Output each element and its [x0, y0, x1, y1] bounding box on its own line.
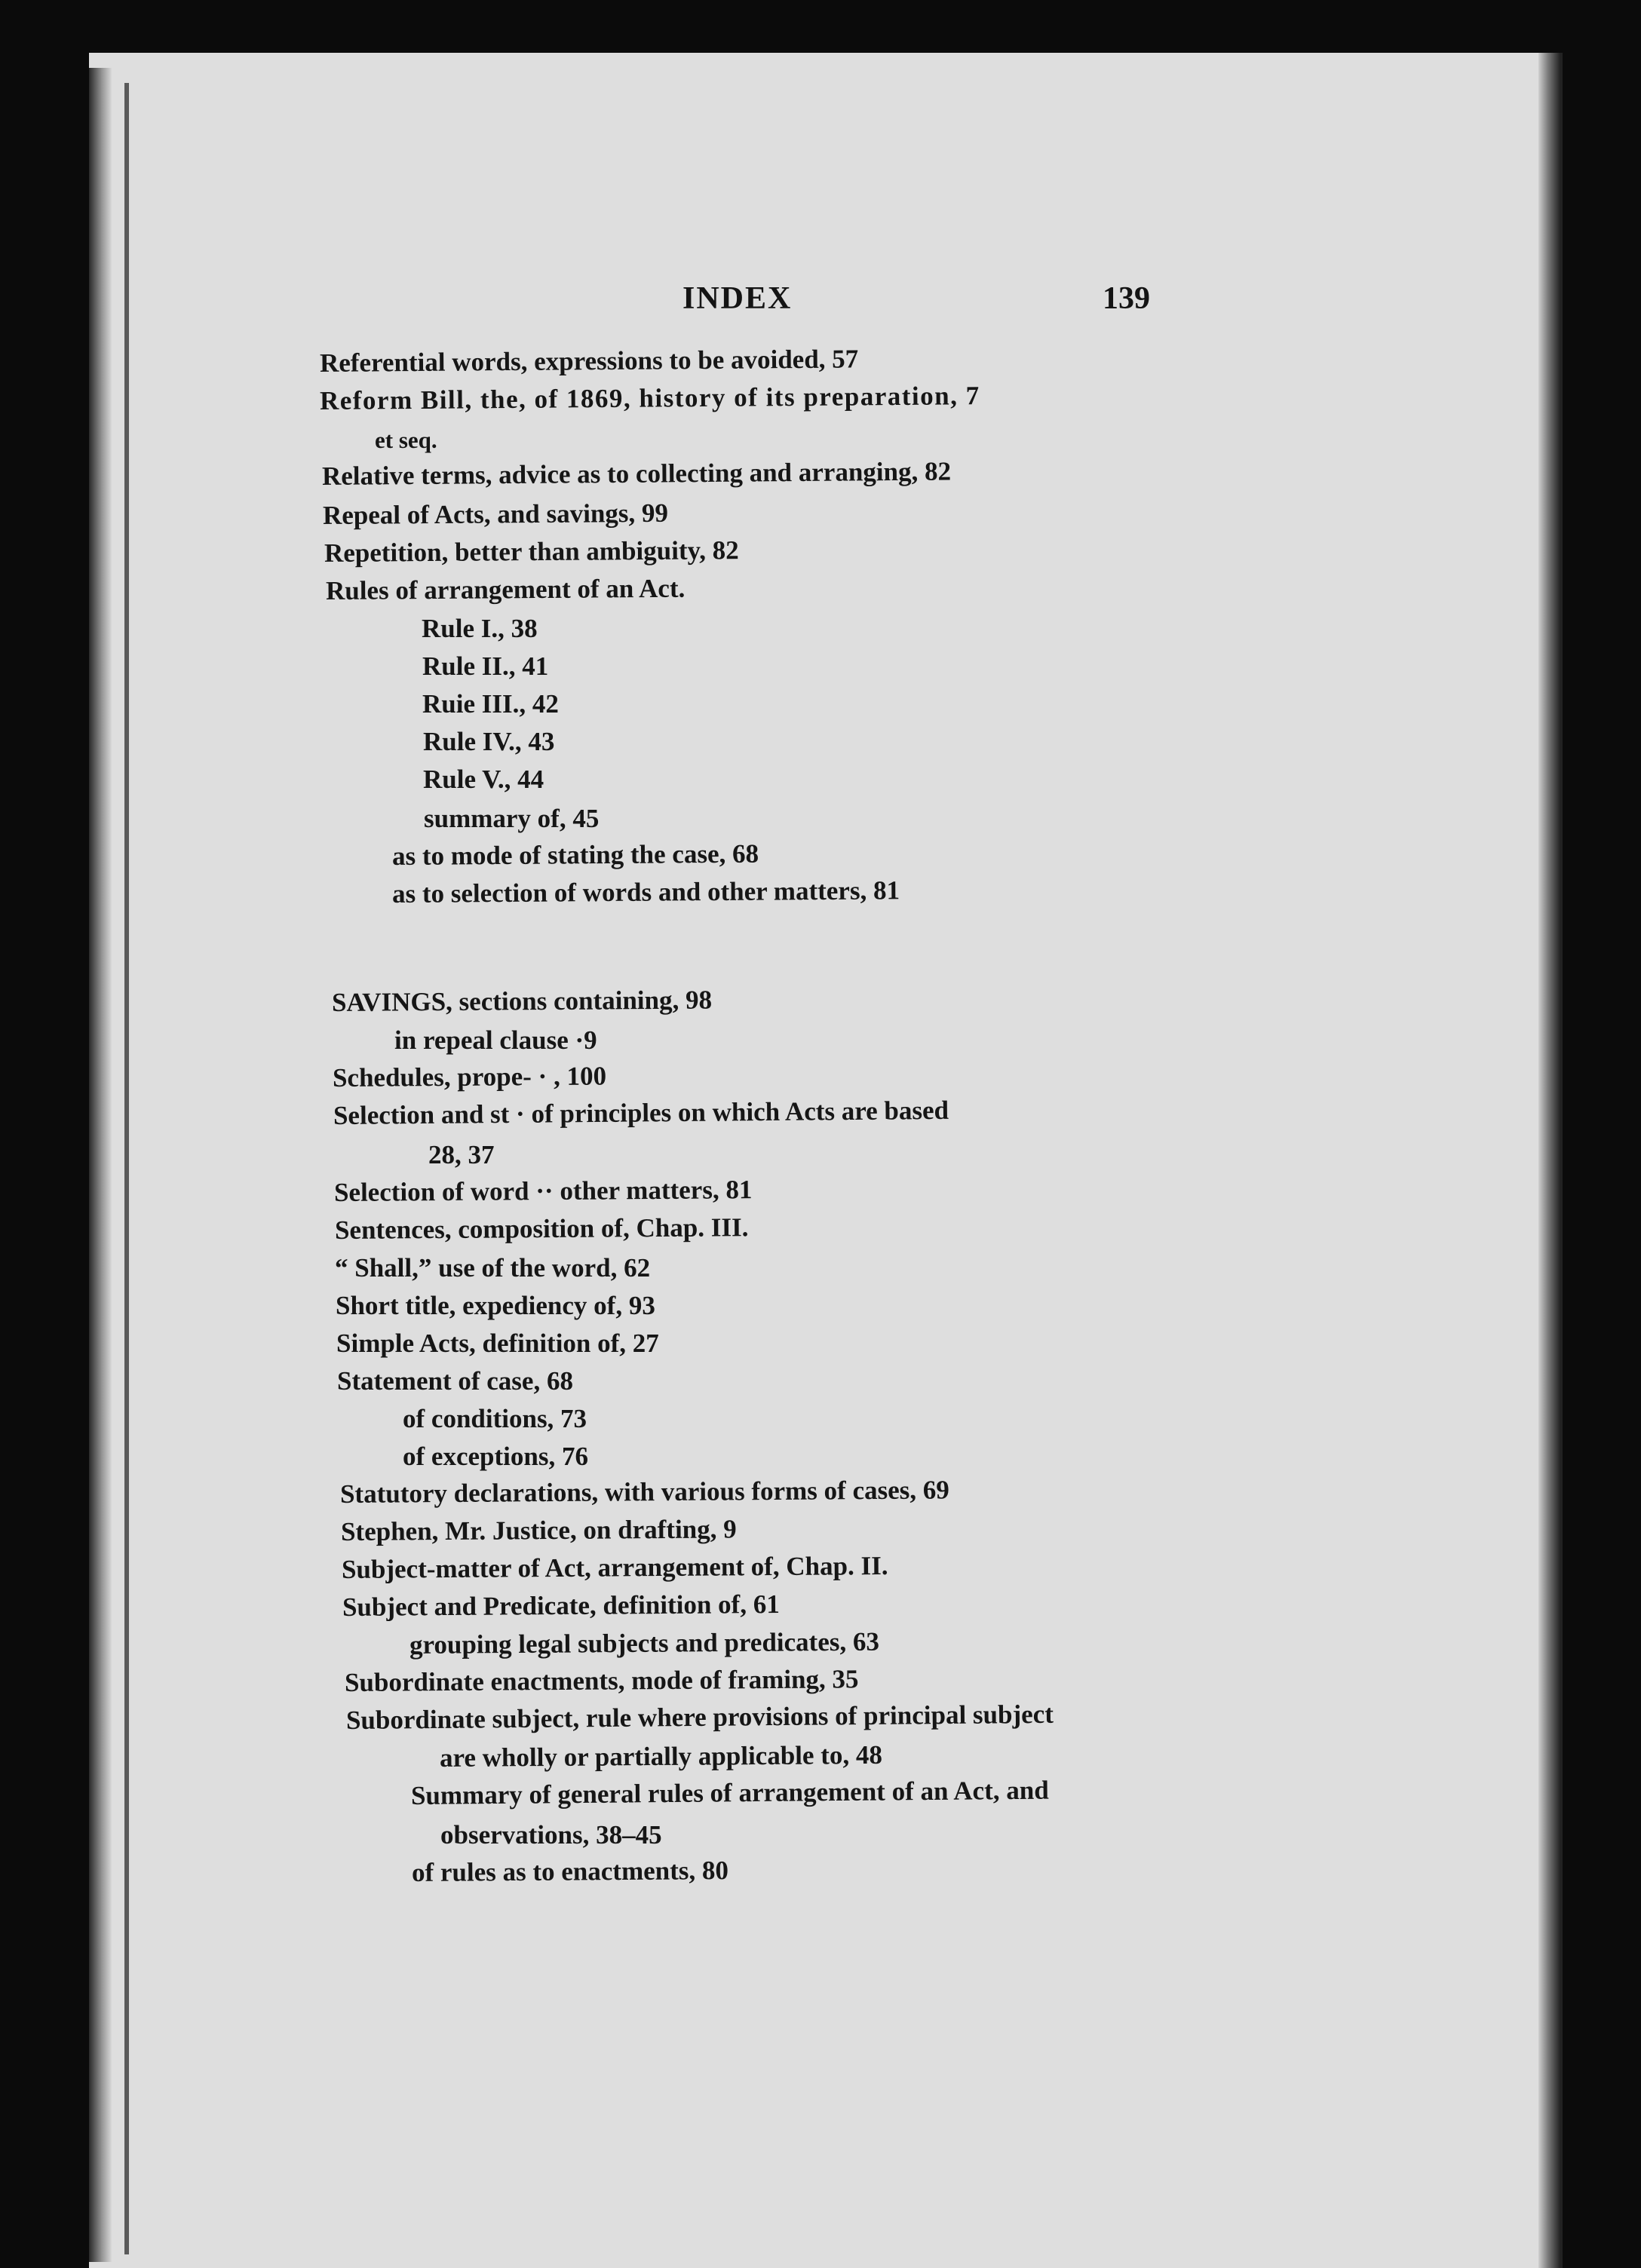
- running-header: [0, 280, 1641, 326]
- index-entry: summary of, 45: [424, 804, 600, 833]
- index-entry: are wholly or partially applicable to, 48: [439, 1739, 883, 1773]
- index-entry: Subordinate enactments, mode of framing, 35: [344, 1664, 859, 1697]
- index-entry: of exceptions, 76: [403, 1442, 588, 1471]
- index-entry: Repeal of Acts, and savings, 99: [322, 498, 669, 530]
- index-entry: Short title, expediency of, 93: [336, 1291, 655, 1320]
- page-edge-right: [1538, 53, 1563, 2268]
- index-entry: “ Shall,” use of the word, 62: [335, 1253, 651, 1283]
- index-entry: Rule V., 44: [423, 765, 544, 794]
- index-entry: Ruie III., 42: [422, 689, 559, 719]
- index-entry: Schedules, prope- · , 100: [332, 1061, 607, 1093]
- index-entry: Statutory declarations, with various forms of cases, 69: [339, 1475, 949, 1509]
- page-title: INDEX: [682, 281, 793, 316]
- index-entry: Referential words, expressions to be avoided, 57: [319, 344, 859, 378]
- page-number: 139: [1103, 281, 1150, 316]
- index-entry: et seq.: [375, 427, 437, 453]
- index-entry: Subordinate subject, rule where provisions of principal subject: [345, 1699, 1054, 1735]
- index-entry: as to mode of stating the case, 68: [391, 838, 759, 871]
- index-entry: 28, 37: [428, 1140, 495, 1169]
- page-binding-line: [124, 83, 129, 2254]
- index-entry-savings: SAVINGS, sections containing, 98: [331, 985, 713, 1017]
- index-entry: Rules of arrangement of an Act.: [325, 573, 686, 605]
- index-entry: of rules as to enactments, 80: [411, 1856, 729, 1887]
- index-entry: Rule I., 38: [422, 614, 538, 643]
- index-entry: grouping legal subjects and predicates, 63: [409, 1626, 880, 1660]
- index-entry: Simple Acts, definition of, 27: [336, 1329, 659, 1358]
- index-entry: Statement of case, 68: [337, 1366, 573, 1396]
- index-entry: Rule IV., 43: [423, 727, 555, 756]
- index-entry: Reform Bill, the, of 1869, history of its preparation, 7: [319, 381, 980, 415]
- index-entry: as to selection of words and other matters, 81: [391, 875, 900, 909]
- index-entry: Summary of general rules of arrangement of an Act, and: [410, 1775, 1049, 1810]
- index-entry: Relative terms, advice as to collecting and arranging, 82: [321, 456, 952, 491]
- index-entry: in repeal clause ·9: [394, 1025, 597, 1055]
- index-entry: Selection of word ·· other matters, 81: [333, 1175, 753, 1207]
- index-entry: Rule II., 41: [422, 651, 549, 681]
- page-binding-edge-left: [89, 68, 112, 2262]
- index-entry: Selection and st · of principles on which Acts are based: [333, 1095, 949, 1130]
- index-entry: Stephen, Mr. Justice, on drafting, 9: [340, 1514, 737, 1546]
- index-entry: Subject-matter of Act, arrangement of, Chap. II.: [341, 1550, 888, 1584]
- index-entry: of conditions, 73: [403, 1404, 587, 1433]
- index-entry: Repetition, better than ambiguity, 82: [324, 535, 739, 568]
- index-entry: Sentences, composition of, Chap. III.: [334, 1212, 749, 1245]
- index-entry: observations, 38–45: [440, 1820, 662, 1850]
- index-entry: Subject and Predicate, definition of, 61: [342, 1589, 780, 1622]
